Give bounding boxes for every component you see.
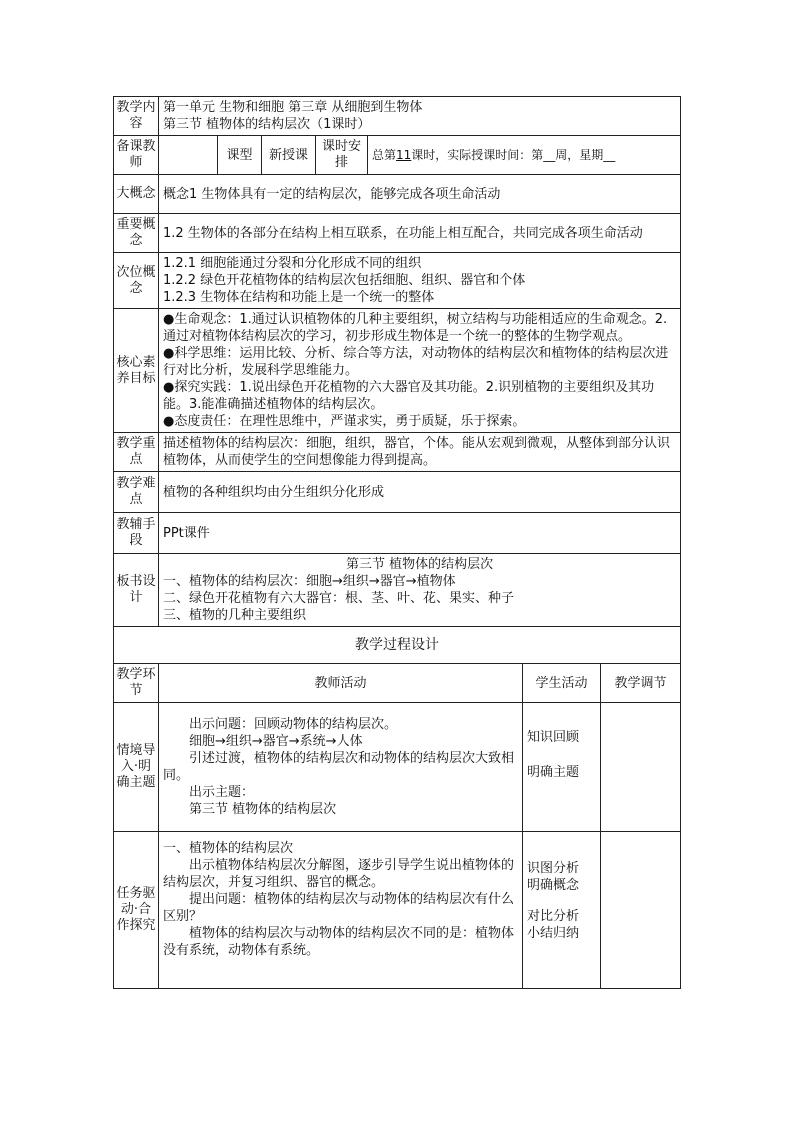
- goals-row: [114, 309, 681, 433]
- goal-item: ●态度责任：在理性思维中，严谨求实，勇于质疑，乐于探索。: [163, 414, 526, 429]
- board-line: 一、植物体的结构层次：细胞→组织→器官→植物体: [163, 574, 456, 589]
- teacher-line: 出示植物体结构层次分解图，逐步引导学生说出植物体的结构层次，并复习组织、器官的概念。: [163, 858, 515, 890]
- col-teacher-header: 教师活动: [159, 664, 523, 703]
- sub-concept-row: [114, 253, 681, 309]
- student-line: 对比分析: [527, 909, 580, 924]
- process-header-row: [114, 664, 681, 703]
- teacher-line: 第三节 植物体的结构层次: [189, 802, 337, 817]
- student-activity: [523, 703, 601, 832]
- process-table: [113, 626, 681, 989]
- sub-concept-line: 1.2.2 绿色开花植物体的结构层次包括细胞、组织、器官和个体: [163, 273, 526, 288]
- difficulty-label: 教学难点: [114, 472, 159, 513]
- goal-item: ●探究实践：1.说出绿色开花植物的六大器官及其功能。2.识别植物的主要组织及其功能。3.能准确描述植物体的结构层次。: [163, 380, 655, 412]
- adjust-cell: [601, 703, 681, 832]
- content-cell: [159, 97, 681, 136]
- board-label: 板书设计: [114, 554, 159, 627]
- adjust-cell: [601, 832, 681, 989]
- teacher-activity: [159, 703, 523, 832]
- sub-concept-label: 次位概念: [114, 253, 159, 309]
- difficulty-row: [114, 472, 681, 513]
- schedule-label: 课时安排: [316, 136, 368, 175]
- process-row-intro: [114, 703, 681, 832]
- col-student-header: 学生活动: [523, 664, 601, 703]
- stage-label: 情境导入·明确主题: [114, 703, 159, 832]
- key-concept-text: 1.2 生物体的各部分在结构上相互联系，在功能上相互配合，共同完成各项生命活动: [159, 214, 681, 253]
- sub-concept-line: 1.2.1 细胞能通过分裂和分化形成不同的组织: [163, 256, 422, 271]
- process-title-row: [114, 627, 681, 664]
- difficulty-text: 植物的各种组织均由分生组织分化形成: [159, 472, 681, 513]
- teacher-line: 植物体的结构层次与动物体的结构层次不同的是：植物体没有系统，动物体有系统。: [163, 926, 515, 958]
- goal-item: ●生命观念：1.通过认识植物体的几种主要组织，树立结构与功能相适应的生命观念。2.通过对植物体结构层次的学习，初步形成生物体是一个统一的整体的生物学观点。: [163, 312, 668, 344]
- teacher-activity: [159, 832, 523, 989]
- key-concept-label: 重要概念: [114, 214, 159, 253]
- content-line-2: 第三节 植物体的结构层次（1课时）: [163, 117, 371, 132]
- goals-cell: [159, 309, 681, 433]
- lesson-plan-table-top: [113, 96, 681, 627]
- teacher-line: 引述过渡，植物体的结构层次和动物体的结构层次大致相同。: [163, 751, 515, 783]
- aids-label: 教辅手段: [114, 513, 159, 554]
- schedule-number: 11: [396, 147, 412, 162]
- aids-row: [114, 513, 681, 554]
- teacher-line: 出示问题：回顾动物体的结构层次。: [189, 717, 398, 732]
- board-line: 二、绿色开花植物有六大器官：根、茎、叶、花、果实、种子: [163, 591, 515, 606]
- student-line: 知识回顾: [527, 730, 580, 745]
- process-row-explore: [114, 832, 681, 989]
- student-line: 小结归纳: [527, 926, 580, 941]
- lesson-type-label: 课型: [218, 136, 262, 175]
- lesson-plan-document: [113, 96, 680, 989]
- student-line: 明确主题: [527, 765, 580, 780]
- student-line: 明确概念: [527, 878, 580, 893]
- big-concept-label: 大概念: [114, 175, 159, 214]
- focus-text: 描述植物体的结构层次：细胞，组织，器官，个体。能从宏观到微观，从整体到部分认识植物体，从而使学生的空间想像能力得到提高。: [159, 433, 681, 472]
- schedule-value: 总第11课时，实际授课时间：第__周，星期__: [368, 136, 681, 175]
- board-title: 第三节 植物体的结构层次: [345, 557, 494, 572]
- teacher-line: 一、植物体的结构层次: [163, 841, 294, 856]
- content-line-1: 第一单元 生物和细胞 第三章 从细胞到生物体: [163, 100, 423, 115]
- board-row: [114, 554, 681, 627]
- teacher-line: 出示主题：: [189, 785, 255, 800]
- teacher-line: 细胞→组织→器官→系统→人体: [189, 734, 363, 749]
- teacher-line: 提出问题：植物体的结构层次与动物体的结构层次有什么区别？: [163, 892, 515, 924]
- goal-item: ●科学思维：运用比较、分析、综合等方法，对动物体的结构层次和植物体的结构层次进行对比分析，发展科学思维能力。: [163, 346, 669, 378]
- content-label: 教学内容: [114, 97, 159, 136]
- board-line: 三、植物的几种主要组织: [163, 608, 307, 623]
- key-concept-row: [114, 214, 681, 253]
- col-adjust-header: 教学调节: [601, 664, 681, 703]
- student-activity: [523, 832, 601, 989]
- teacher-value: [159, 136, 218, 175]
- focus-row: [114, 433, 681, 472]
- teacher-label: 备课教师: [114, 136, 159, 175]
- stage-label: 任务驱动·合作探究: [114, 832, 159, 989]
- student-line: 识图分析: [527, 861, 580, 876]
- teacher-row: [114, 136, 681, 175]
- focus-label: 教学重点: [114, 433, 159, 472]
- big-concept-row: [114, 175, 681, 214]
- lesson-type-value: 新授课: [262, 136, 316, 175]
- sub-concept-cell: [159, 253, 681, 309]
- content-row: [114, 97, 681, 136]
- process-title: 教学过程设计: [114, 627, 681, 664]
- col-stage-header: 教学环节: [114, 664, 159, 703]
- board-cell: [159, 554, 681, 627]
- sub-concept-line: 1.2.3 生物体在结构和功能上是一个统一的整体: [163, 290, 435, 305]
- goals-label: 核心素养目标: [114, 309, 159, 433]
- big-concept-text: 概念1 生物体具有一定的结构层次，能够完成各项生命活动: [159, 175, 681, 214]
- aids-text: PPt课件: [159, 513, 681, 554]
